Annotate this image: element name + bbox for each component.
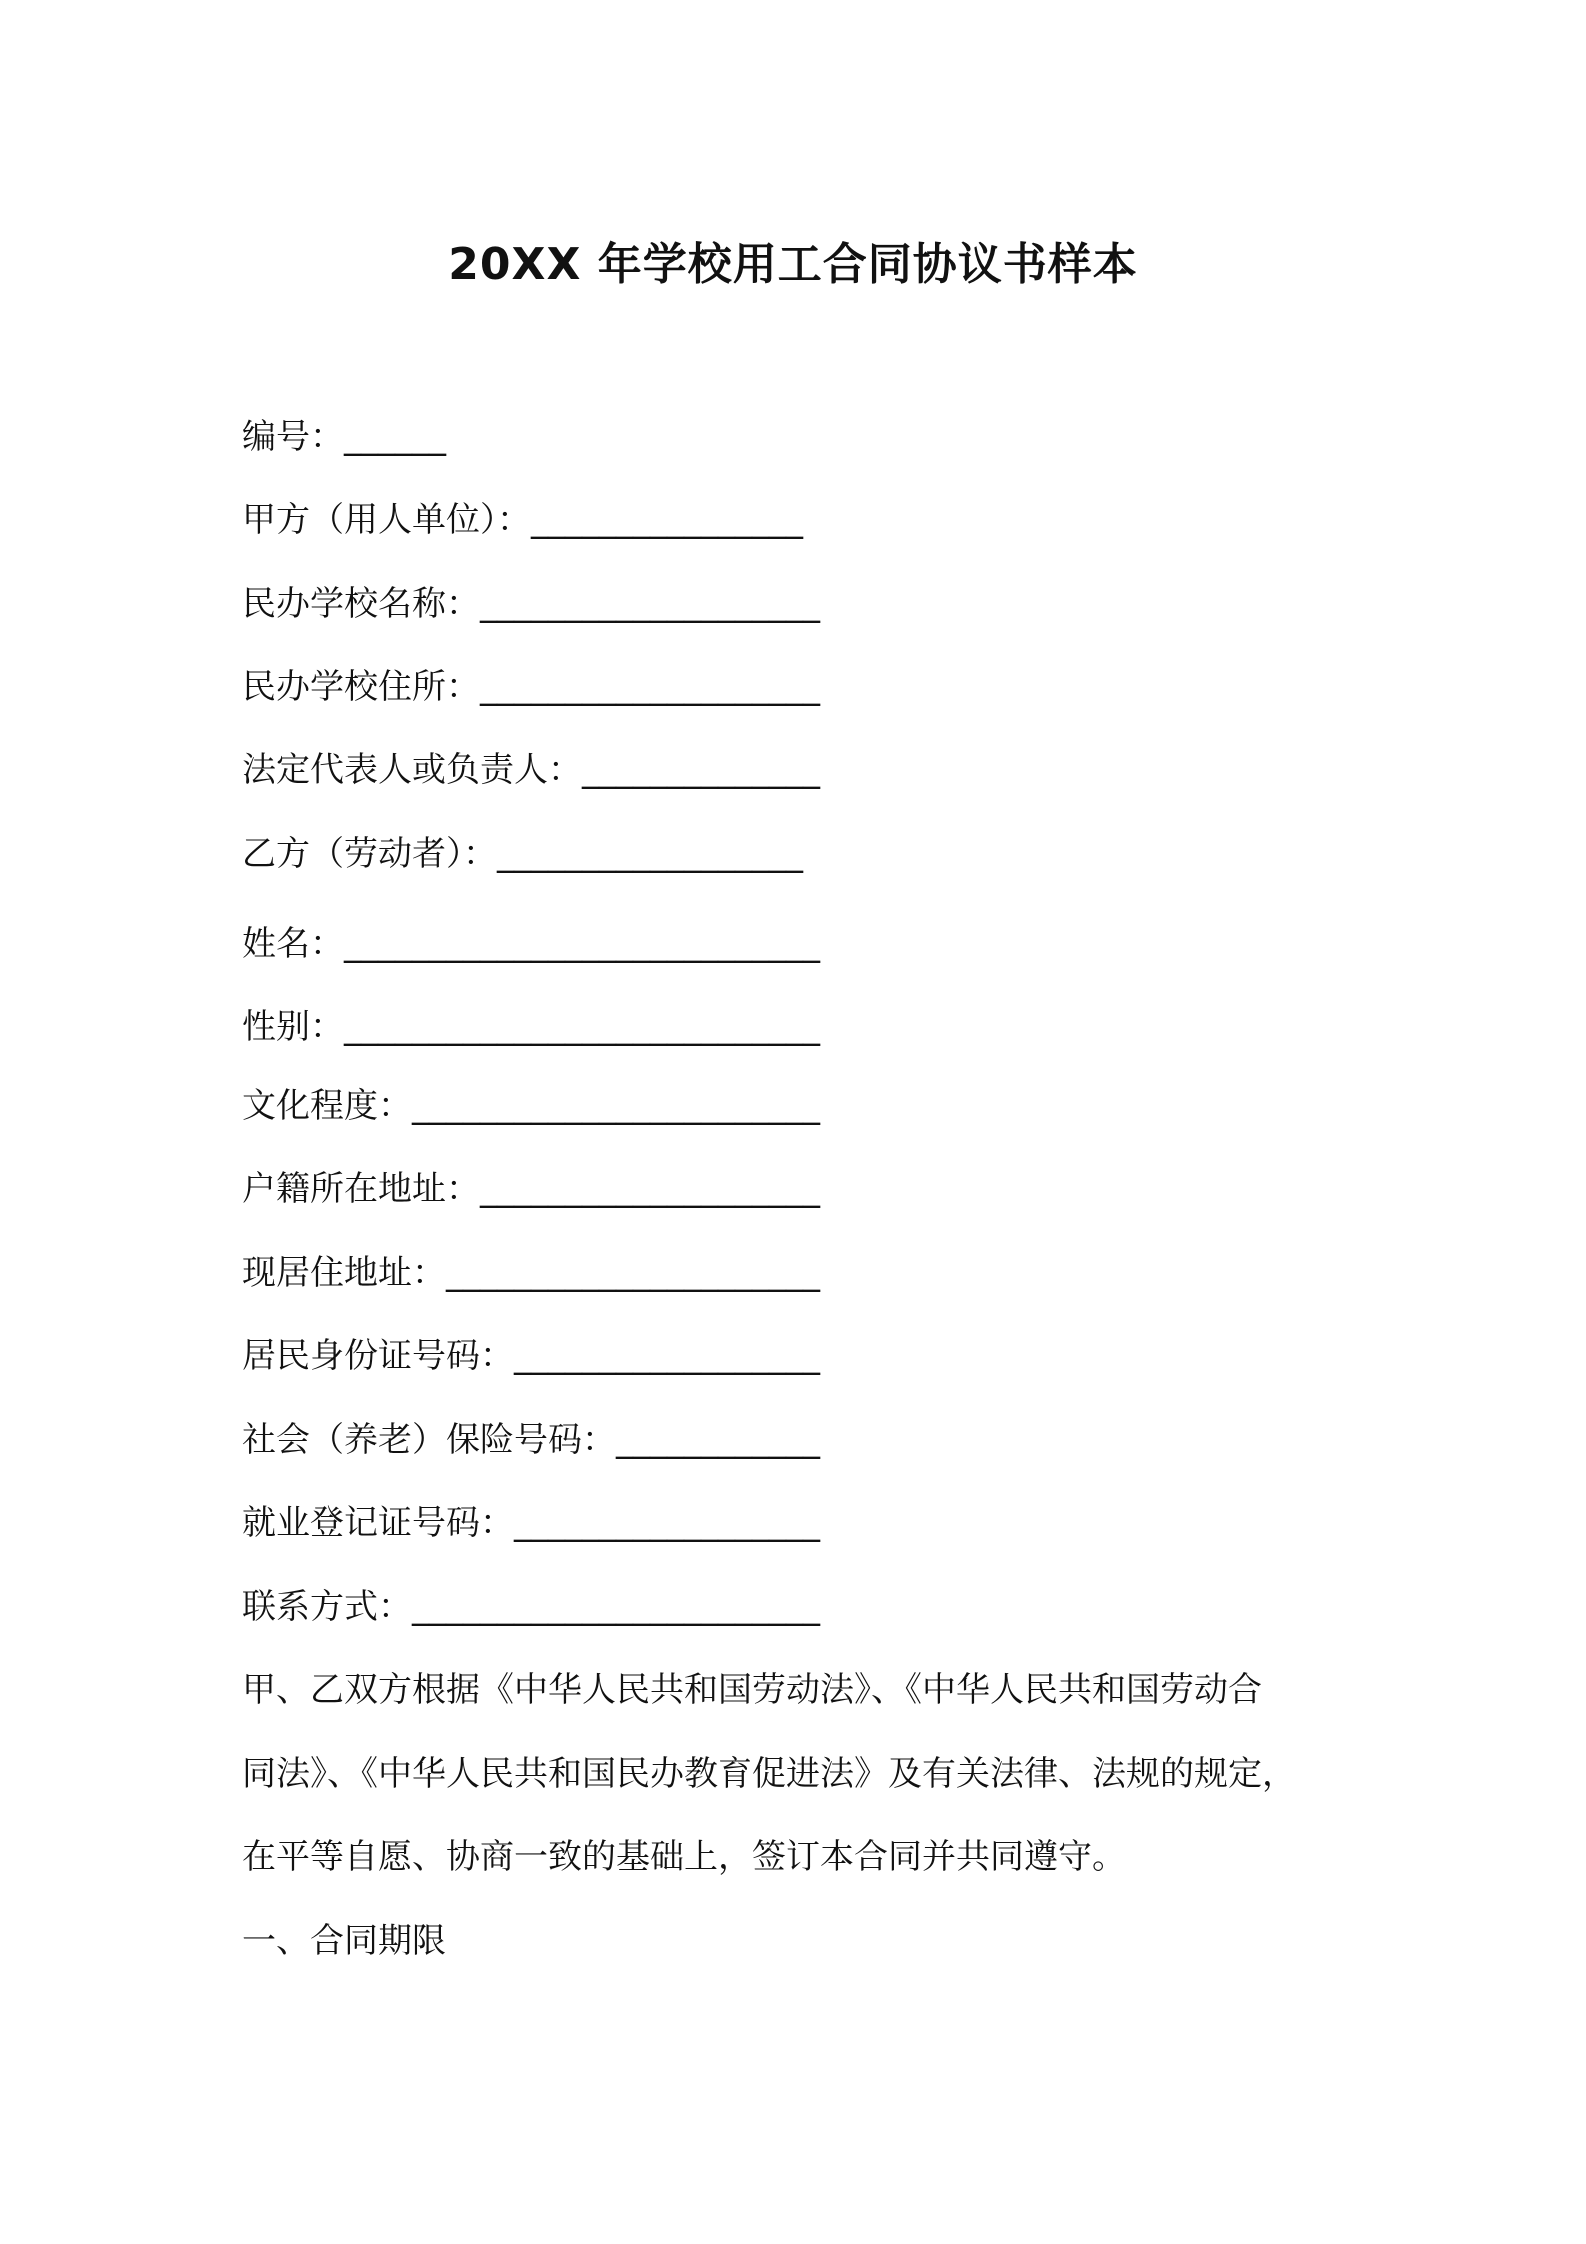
- field-legal-representative: 法定代表人或负责人：______________: [242, 750, 820, 790]
- document-title: 20XX 年学校用工合同协议书样本: [448, 239, 1138, 290]
- field-school-address: 民办学校住所：____________________: [242, 667, 820, 707]
- field-education: 文化程度：________________________: [242, 1086, 820, 1126]
- field-employment-registration-number: 就业登记证号码：__________________: [242, 1503, 820, 1543]
- paragraph-line: 甲、乙双方根据《中华人民共和国劳动法》、《中华人民共和国劳动合: [242, 1670, 1262, 1710]
- section-heading: 一、合同期限: [242, 1921, 446, 1961]
- field-social-insurance-number: 社会（养老）保险号码：____________: [242, 1420, 820, 1460]
- field-party-b: 乙方（劳动者）：__________________: [242, 834, 803, 874]
- paragraph-line: 同法》、《中华人民共和国民办教育促进法》及有关法律、法规的规定，: [242, 1754, 1296, 1794]
- field-id-number: 居民身份证号码：__________________: [242, 1336, 820, 1376]
- field-contact: 联系方式：________________________: [242, 1587, 820, 1627]
- field-current-address: 现居住地址：______________________: [242, 1253, 820, 1293]
- field-household-address: 户籍所在地址：____________________: [242, 1169, 820, 1209]
- field-serial-number: 编号：______: [242, 417, 446, 457]
- paragraph-line: 在平等自愿、协商一致的基础上，签订本合同并共同遵守。: [242, 1837, 1126, 1877]
- field-party-a: 甲方（用人单位）：________________: [242, 500, 803, 540]
- field-gender: 性别：____________________________: [242, 1007, 820, 1047]
- field-name: 姓名：____________________________: [242, 924, 820, 964]
- field-school-name: 民办学校名称：____________________: [242, 584, 820, 624]
